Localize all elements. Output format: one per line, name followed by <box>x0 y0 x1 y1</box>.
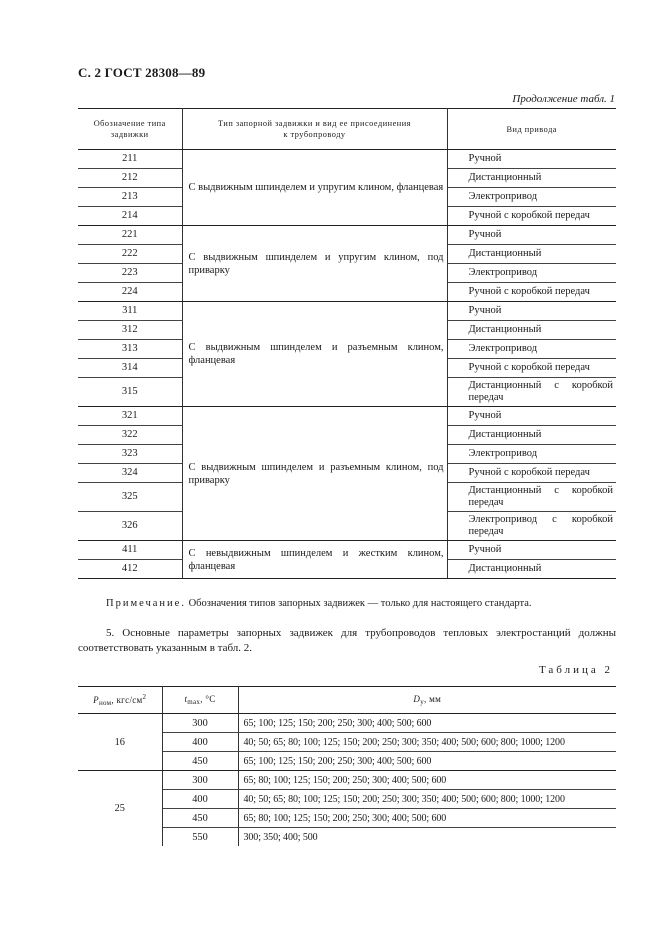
table-row <box>78 407 616 426</box>
page-title: С. 2 ГОСТ 28308—89 <box>78 65 206 80</box>
pressure-subscript: ном <box>98 699 112 707</box>
diameter-list: 65; 100; 125; 150; 200; 250; 300; 400; 500; 600 <box>238 714 616 733</box>
pressure-unit-power: 2 <box>142 693 147 701</box>
type-code: 221 <box>78 226 182 245</box>
header-code <box>78 109 182 150</box>
drive-type: Ручной <box>447 541 616 560</box>
diameter-list: 300; 350; 400; 500 <box>243 831 318 843</box>
type-code: 222 <box>78 245 182 264</box>
table-note <box>106 598 532 609</box>
type-code: 212 <box>78 169 182 188</box>
pressure-symbol: P <box>93 695 99 705</box>
type-code: 312 <box>78 321 182 340</box>
header-pressure <box>78 687 162 714</box>
valve-description: С выдвижным шпинделем и разъемным клином, фланцевая <box>182 302 447 407</box>
valve-description: С выдвижным шпинделем и разъемным клином, под приварку <box>182 407 447 541</box>
diameter-subscript: у <box>420 698 425 706</box>
drive-type: Электропривод с коробкой передач <box>447 512 616 541</box>
valve-parameters-table <box>78 686 616 846</box>
pressure-value: 16 <box>78 714 162 771</box>
temperature-value: 550 <box>162 828 238 847</box>
temperature-value: 450 <box>162 752 238 771</box>
table-header-row <box>78 687 616 714</box>
valve-types-table <box>78 108 616 579</box>
temperature-unit: , °С <box>200 694 216 704</box>
diameter-list: 65; 100; 125; 150; 200; 250; 300; 400; 500; 600 <box>238 752 616 771</box>
type-code: 314 <box>78 359 182 378</box>
header-temperature <box>162 687 238 714</box>
drive-type: Электропривод <box>447 445 616 464</box>
drive-type: Ручной <box>447 226 616 245</box>
temperature-value: 450 <box>162 809 238 828</box>
type-code: 224 <box>78 283 182 302</box>
type-code: 323 <box>78 445 182 464</box>
note-label: Примечание. <box>106 598 186 609</box>
diameter-unit: , мм <box>424 694 442 704</box>
drive-type: Ручной с коробкой передач <box>447 283 616 302</box>
table-row <box>78 226 616 245</box>
temperature-value: 300 <box>162 771 238 790</box>
type-code: 321 <box>78 407 182 426</box>
drive-type: Ручной с коробкой передач <box>447 359 616 378</box>
diameter-list: 65; 80; 100; 125; 150; 200; 250; 300; 400; 500; 600 <box>238 771 616 790</box>
diameter-list: 40; 50; 65; 80; 100; 125; 150; 200; 250; 300; 350; 400; 500; 600; 800; 1000; 1200 <box>238 733 616 752</box>
type-code: 324 <box>78 464 182 483</box>
table-row <box>78 541 616 560</box>
header-description-line1: Тип запорной задвижки и вид ее присоединения <box>218 119 411 128</box>
drive-type: Дистанционный <box>447 321 616 340</box>
temperature-symbol: t <box>184 694 188 704</box>
header-diameter <box>238 687 616 714</box>
drive-type: Ручной <box>447 302 616 321</box>
type-code: 412 <box>78 560 182 579</box>
temperature-value: 400 <box>162 733 238 752</box>
table-row <box>78 302 616 321</box>
type-code: 211 <box>78 150 182 169</box>
valve-description: С выдвижным шпинделем и упругим клином, под приварку <box>182 226 447 302</box>
header-drive: Вид привода <box>447 109 616 150</box>
type-code: 214 <box>78 207 182 226</box>
table-continuation-label: Продолжение табл. 1 <box>512 93 615 105</box>
table-header-row <box>78 109 616 150</box>
section-paragraph: 5. Основные параметры запорных задвижек для трубопроводов тепловых электростанций должны соответствовать указанным в табл. 2. <box>78 627 616 654</box>
drive-type: Дистанционный <box>447 560 616 579</box>
header-code-line1: Обозначение типа <box>93 119 166 128</box>
type-code: 311 <box>78 302 182 321</box>
valve-description: С выдвижным шпинделем и упругим клином, фланцевая <box>182 150 447 226</box>
header-description <box>182 109 447 150</box>
diameter-list: 65; 80; 100; 125; 150; 200; 250; 300; 400; 500; 600 <box>238 809 616 828</box>
drive-type: Дистанционный <box>447 426 616 445</box>
type-code: 223 <box>78 264 182 283</box>
diameter-symbol: D <box>413 694 421 704</box>
type-code: 326 <box>78 512 182 541</box>
drive-type: Дистанционный с коробкой передач <box>447 378 616 407</box>
temperature-value: 300 <box>162 714 238 733</box>
valve-description: С невыдвижным шпинделем и жестким клином, фланцевая <box>182 541 447 579</box>
drive-type: Дистанционный <box>447 169 616 188</box>
drive-type: Ручной <box>447 407 616 426</box>
type-code: 325 <box>78 483 182 512</box>
temperature-value: 400 <box>162 790 238 809</box>
header-code-line2: задвижки <box>110 130 149 139</box>
table-row <box>78 771 616 790</box>
type-code: 411 <box>78 541 182 560</box>
table2-label: Таблица 2 <box>538 664 613 676</box>
note-text: Обозначения типов запорных задвижек — только для настоящего стандарта. <box>188 598 532 609</box>
drive-type: Ручной <box>447 150 616 169</box>
drive-type: Ручной с коробкой передач <box>447 207 616 226</box>
pressure-value: 25 <box>78 771 162 847</box>
type-code: 213 <box>78 188 182 207</box>
drive-type: Электропривод <box>447 340 616 359</box>
table-row <box>78 150 616 169</box>
temperature-subscript: max <box>187 698 201 706</box>
pressure-unit: , кгс/см <box>111 695 143 705</box>
drive-type: Дистанционный с коробкой передач <box>447 483 616 512</box>
diameter-list: 40; 50; 65; 80; 100; 125; 150; 200; 250; 300; 350; 400; 500; 600; 800; 1000; 1200 <box>238 790 616 809</box>
drive-type: Ручной с коробкой передач <box>447 464 616 483</box>
type-code: 315 <box>78 378 182 407</box>
drive-type: Электропривод <box>447 188 616 207</box>
drive-type: Электропривод <box>447 264 616 283</box>
type-code: 313 <box>78 340 182 359</box>
type-code: 322 <box>78 426 182 445</box>
header-description-line2: к трубопроводу <box>283 130 346 139</box>
drive-type: Дистанционный <box>447 245 616 264</box>
table-row <box>78 714 616 733</box>
